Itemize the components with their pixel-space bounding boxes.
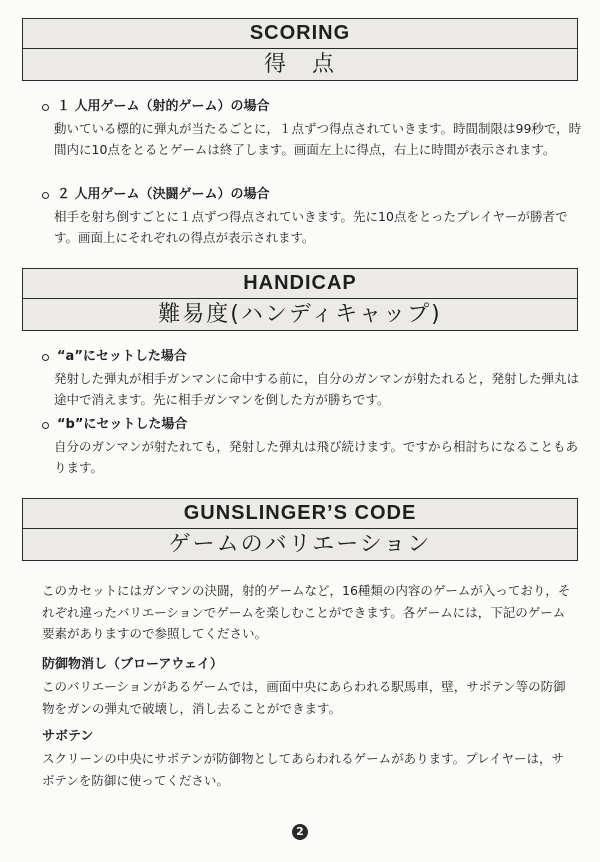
circle-bullet-icon [42,192,49,199]
handicap-title-en: HANDICAP [23,269,577,299]
scoring-item-2-title-text: ２ 人用ゲーム（決闘ゲーム）の場合 [57,187,270,202]
code-title-en: GUNSLINGER’S CODE [23,499,577,529]
handicap-item-b-title-text: “b”にセットした場合 [57,417,188,432]
handicap-item-b-title [42,414,582,436]
scoring-title-en: SCORING [23,19,577,49]
handicap-item-a-title [42,346,582,368]
handicap-item-b [42,414,582,478]
code-title-jp: ゲームのバリエーション [168,532,432,557]
code-cactus-block [42,726,572,791]
page-number: 2 [292,824,308,840]
circle-bullet-icon [42,354,49,361]
scoring-item-1-body: 動いている標的に弾丸が当たるごとに，１点ずつ得点されていきます。時間制限は99秒で，時間内に10点をとるとゲームは終了します。画面左上に得点，右上に時間が表示されます。 [54,121,582,157]
scoring-item-2 [42,184,582,248]
scoring-item-2-body: 相手を射ち倒すごとに１点ずつ得点されていきます。先に10点をとったプレイヤーが勝者です。画面上にそれぞれの得点が表示されます。 [54,209,568,245]
circle-bullet-icon [42,104,49,111]
scoring-item-1-title-text: １ 人用ゲーム（射的ゲーム）の場合 [57,99,270,114]
scoring-item-1-title [42,96,582,118]
handicap-item-a-body: 発射した弾丸が相手ガンマンに命中する前に，自分のガンマンが射たれると，発射した弾丸は途中で消えます。先に相手ガンマンを倒した方が勝ちです。 [54,371,580,407]
code-intro-block [42,580,572,645]
handicap-header [22,268,578,331]
handicap-title-jp: 難易度(ハンディキャップ) [158,302,442,327]
code-header [22,498,578,561]
code-blowaway-body: このバリエーションがあるゲームでは，画面中央にあらわれる駅馬車，壁，サボテン等の防御物をガンの弾丸で破壊し，消し去ることができます。 [42,679,566,716]
code-blowaway-title: 防御物消し（ブローアウェイ） [42,657,223,672]
handicap-item-b-body: 自分のガンマンが射たれても，発射した弾丸は飛び続けます。ですから相討ちになることもあります。 [54,439,579,475]
scoring-title-jp: 得 点 [263,52,336,77]
code-blowaway-block [42,654,572,719]
circle-bullet-icon [42,422,49,429]
handicap-item-a [42,346,582,410]
scoring-item-1 [42,96,582,160]
scoring-header [22,18,578,81]
code-cactus-body: スクリーンの中央にサボテンが防御物としてあらわれるゲームがあります。プレイヤーは，サボテンを防御に使ってください。 [42,751,565,788]
scoring-item-2-title [42,184,582,206]
code-cactus-title: サボテン [42,729,94,744]
code-intro: このカセットにはガンマンの決闘，射的ゲームなど，16種類の内容のゲームが入っており，それぞれ違ったバリエーションでゲームを楽しむことができます。各ゲームには，下記のゲーム要素がありますので参照してください。 [42,583,571,641]
handicap-item-a-title-text: “a”にセットした場合 [57,349,187,364]
